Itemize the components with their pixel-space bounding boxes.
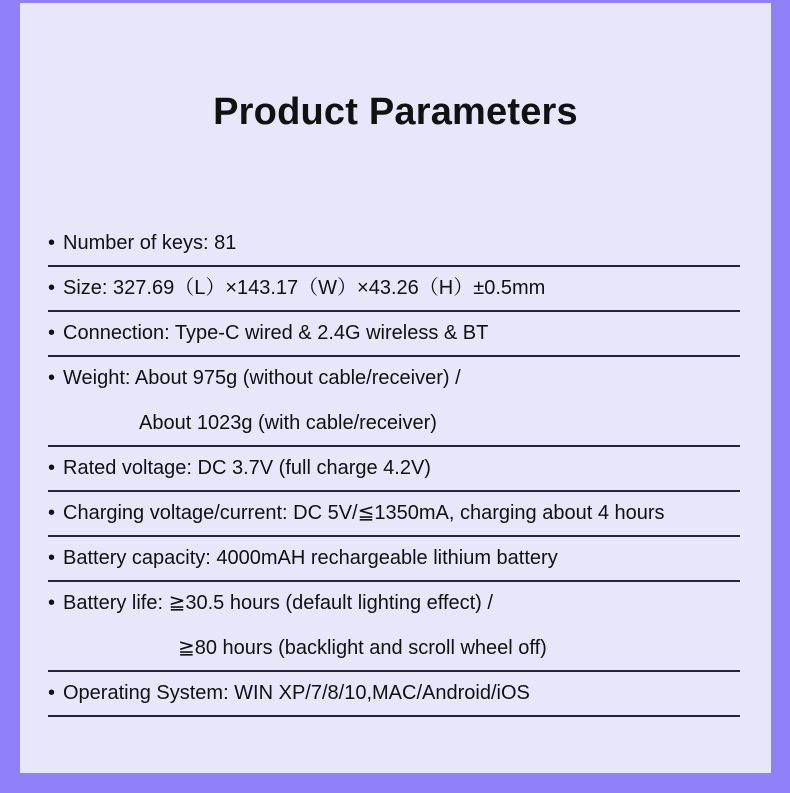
content-panel (20, 3, 771, 773)
param-line (48, 582, 740, 627)
bullet: • (48, 592, 56, 614)
param-text: Connection: Type-C wired & 2.4G wireless & BT (63, 322, 489, 344)
param-text: Number of keys: 81 (63, 232, 237, 254)
param-line (48, 672, 740, 717)
param-text: Rated voltage: DC 3.7V (full charge 4.2V) (63, 457, 431, 479)
page-title: Product Parameters (213, 91, 578, 133)
param-rated-voltage (48, 447, 740, 492)
param-line (48, 492, 740, 537)
bullet: • (48, 547, 56, 569)
param-text: Battery life: ≧30.5 hours (default lighting effect) / (63, 592, 493, 614)
param-continuation: ≧80 hours (backlight and scroll wheel off) (178, 637, 547, 659)
param-line (48, 537, 740, 582)
bullet: • (48, 682, 56, 704)
param-text: Weight: About 975g (without cable/receiver) / (63, 367, 461, 389)
param-continuation: About 1023g (with cable/receiver) (139, 412, 437, 434)
param-line (48, 312, 740, 357)
bullet: • (48, 457, 56, 479)
param-line (48, 222, 740, 267)
param-text: Battery capacity: 4000mAH rechargeable lithium battery (63, 547, 558, 569)
bullet: • (48, 322, 56, 344)
param-connection (48, 312, 740, 357)
param-number-of-keys (48, 222, 740, 267)
bullet: • (48, 367, 56, 389)
param-text: Operating System: WIN XP/7/8/10,MAC/Android/iOS (63, 682, 530, 704)
bullet: • (48, 232, 56, 254)
param-line (48, 447, 740, 492)
param-weight (48, 357, 740, 447)
param-text: Charging voltage/current: DC 5V/≦1350mA, charging about 4 hours (63, 502, 665, 524)
parameter-list (48, 222, 740, 717)
param-battery-capacity (48, 537, 740, 582)
bullet: • (48, 277, 56, 299)
param-line (48, 357, 740, 402)
param-battery-life (48, 582, 740, 672)
param-charging (48, 492, 740, 537)
param-operating-system (48, 672, 740, 717)
param-size (48, 267, 740, 312)
param-line (48, 267, 740, 312)
param-text: Size: 327.69（L）×143.17（W）×43.26（H）±0.5mm (63, 277, 546, 299)
bullet: • (48, 502, 56, 524)
